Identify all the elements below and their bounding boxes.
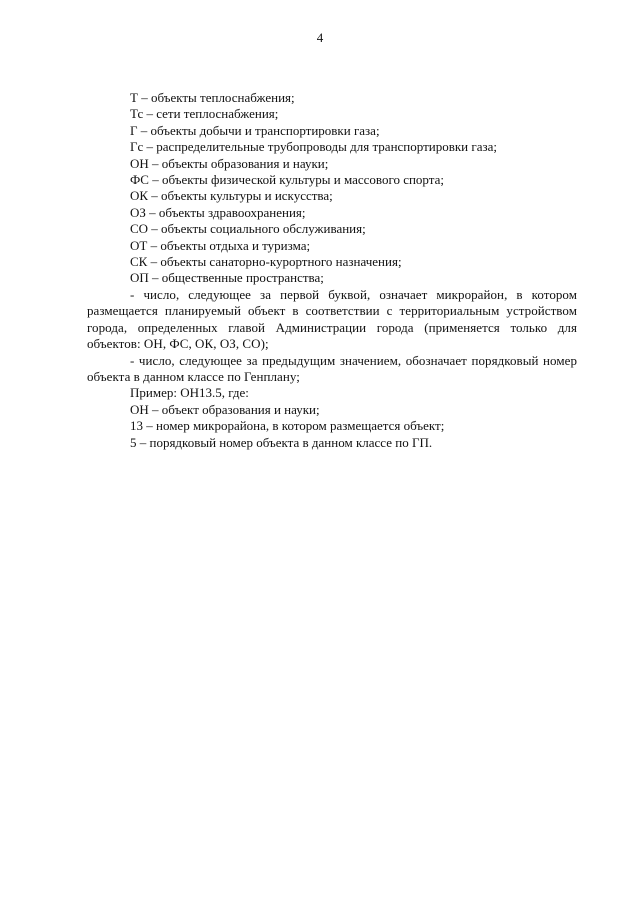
paragraph-microdistrict-number: - число, следующее за первой буквой, означает микрорайон, в котором размещается планируемый объект в соответствии с территориальным устройством города, определенных главой Администрации города (применяется только для объектов: ОН, ФС, ОК, ОЗ, СО); (87, 286, 577, 352)
legend-item-heat-supply: Т – объекты теплоснабжения; (130, 90, 295, 105)
legend-item-sanatorium: СК – объекты санаторно-курортного назначения; (130, 254, 402, 270)
legend-item-heat-networks: Тс – сети теплоснабжения; (130, 106, 279, 122)
paragraph-sequence-number: - число, следующее за предыдущим значением, обозначает порядковый номер объекта в данном классе по Генплану; (87, 352, 577, 384)
legend-item-sport: ФС – объекты физической культуры и массового спорта; (130, 172, 444, 188)
example-item: 5 – порядковый номер объекта в данном классе по ГП. (130, 434, 433, 450)
legend-item-social-services: СО – объекты социального обслуживания; (130, 221, 366, 237)
example-item: ОН – объект образования и науки; (130, 401, 320, 417)
legend-item-healthcare: ОЗ – объекты здравоохранения; (130, 204, 306, 220)
example-item: 13 – номер микрорайона, в котором размещается объект; (130, 418, 445, 434)
legend-item-public-spaces: ОП – общественные пространства; (130, 270, 324, 286)
document-body (87, 90, 577, 451)
legend-item-culture: ОК – объекты культуры и искусства; (130, 188, 333, 204)
legend-item-education: ОН – объекты образования и науки; (130, 155, 329, 171)
page-number: 4 (316, 30, 324, 45)
legend-item-gas-pipelines: Гс – распределительные трубопроводы для транспортировки газа; (130, 139, 498, 155)
example-title: Пример: ОН13.5, где: (130, 385, 249, 401)
legend-item-gas-objects: Г – объекты добычи и транспортировки газа; (130, 122, 380, 138)
legend-item-recreation: ОТ – объекты отдыха и туризма; (130, 237, 311, 253)
